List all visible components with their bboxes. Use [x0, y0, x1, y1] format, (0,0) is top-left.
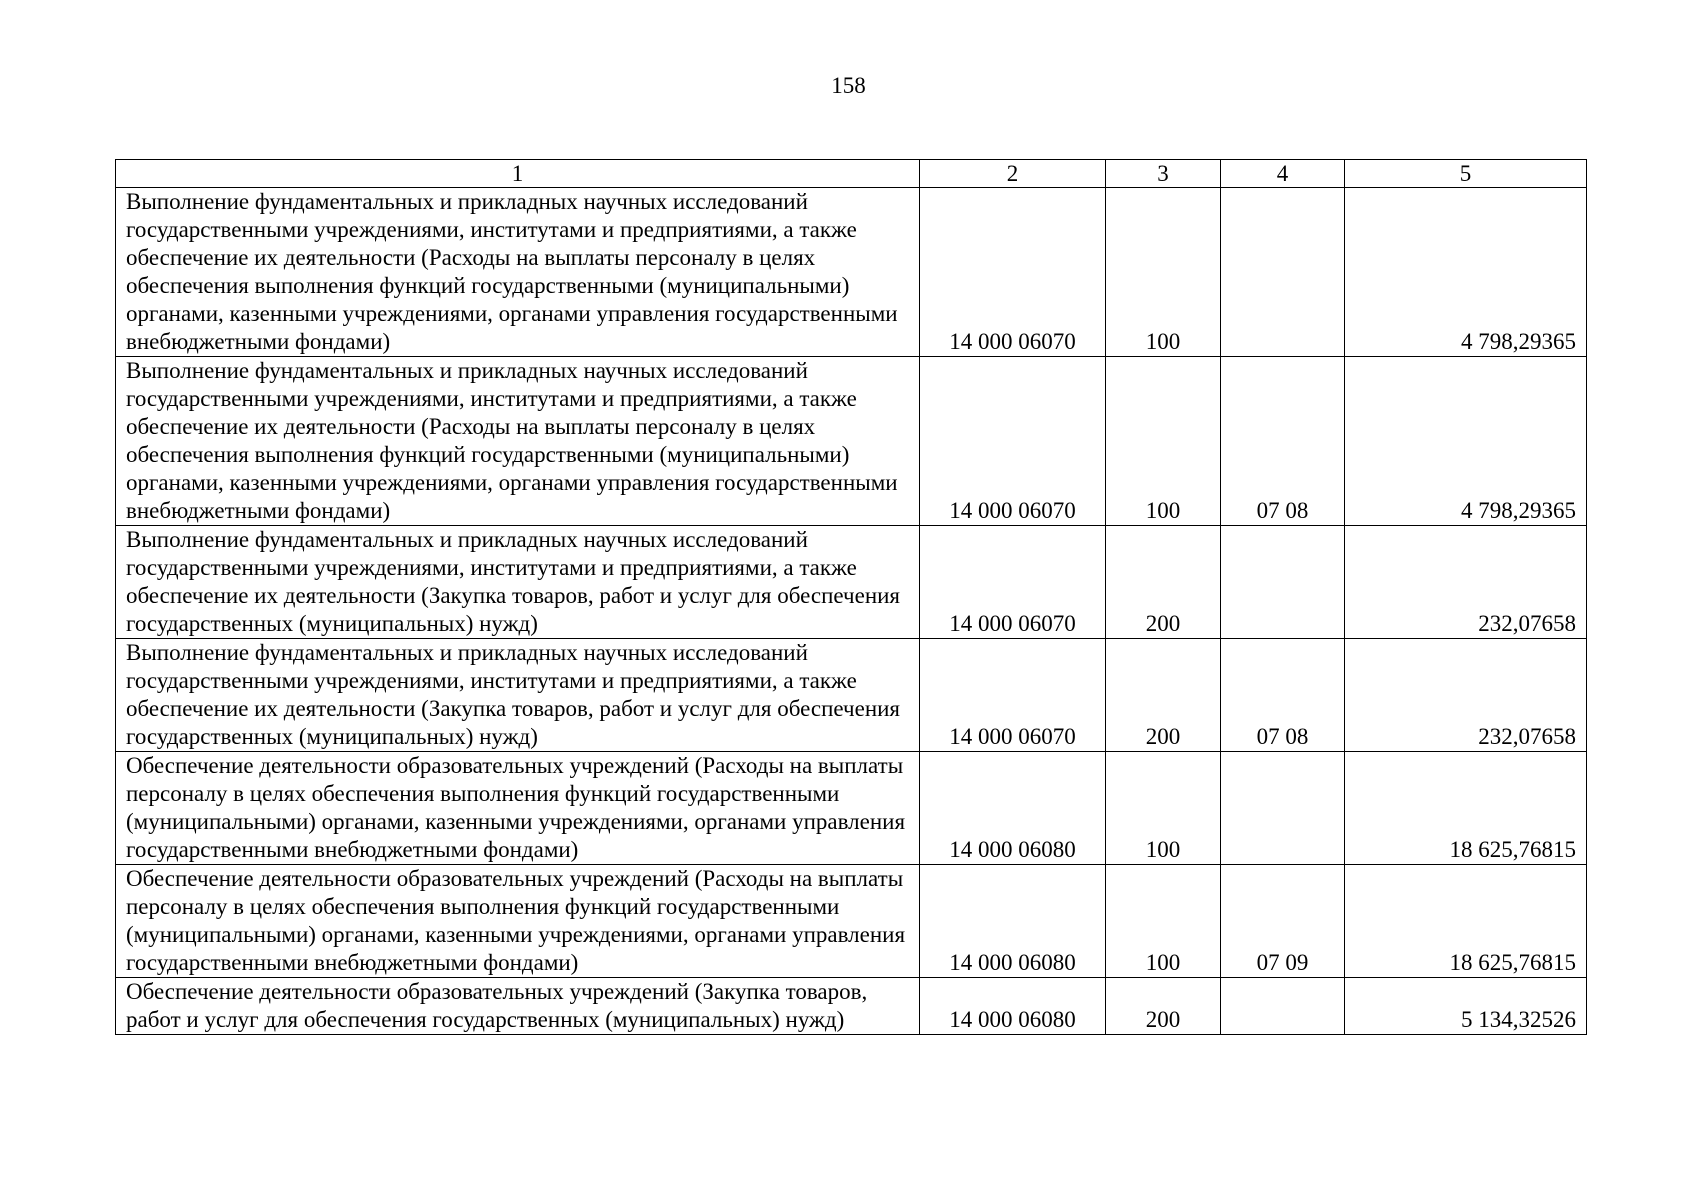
expense-type-code: 100 [1106, 752, 1221, 865]
column-header-4: 4 [1221, 160, 1345, 188]
section-subsection-code [1221, 978, 1345, 1035]
column-header-1: 1 [116, 160, 920, 188]
expense-name: Обеспечение деятельности образовательных учреждений (Расходы на выплаты персоналу в целях обеспечения выполнения функций государственными (муниципальными) органами, казенными учреждениями, органами управления государственными внебюджетными фондами) [116, 865, 920, 978]
amount-value: 4 798,29365 [1345, 188, 1587, 357]
table-row [116, 188, 1587, 357]
expense-type-code: 100 [1106, 357, 1221, 526]
section-subsection-code [1221, 526, 1345, 639]
target-article-code: 14 000 06070 [920, 526, 1106, 639]
amount-value: 4 798,29365 [1345, 357, 1587, 526]
amount-value: 232,07658 [1345, 526, 1587, 639]
section-subsection-code: 07 08 [1221, 639, 1345, 752]
amount-value: 232,07658 [1345, 639, 1587, 752]
expense-name: Обеспечение деятельности образовательных учреждений (Закупка товаров, работ и услуг для обеспечения государственных (муниципальных) нужд) [116, 978, 920, 1035]
section-subsection-code: 07 09 [1221, 865, 1345, 978]
expense-name: Выполнение фундаментальных и прикладных научных исследований государственными учреждениями, институтами и предприятиями, а также обеспечение их деятельности (Закупка товаров, работ и услуг для обеспечения государственных (муниципальных) нужд) [116, 526, 920, 639]
amount-value: 18 625,76815 [1345, 865, 1587, 978]
table-row [116, 639, 1587, 752]
expense-name: Обеспечение деятельности образовательных учреждений (Расходы на выплаты персоналу в целях обеспечения выполнения функций государственными (муниципальными) органами, казенными учреждениями, органами управления государственными внебюджетными фондами) [116, 752, 920, 865]
amount-value: 5 134,32526 [1345, 978, 1587, 1035]
target-article-code: 14 000 06070 [920, 639, 1106, 752]
table-row [116, 978, 1587, 1035]
section-subsection-code [1221, 752, 1345, 865]
column-header-3: 3 [1106, 160, 1221, 188]
page-number: 158 [831, 73, 866, 98]
expense-name: Выполнение фундаментальных и прикладных научных исследований государственными учреждениями, институтами и предприятиями, а также обеспечение их деятельности (Расходы на выплаты персоналу в целях обеспечения выполнения функций государственными (муниципальными) органами, казенными учреждениями, органами управления государственными внебюджетными фондами) [116, 188, 920, 357]
column-number-row [116, 160, 1587, 188]
expense-name: Выполнение фундаментальных и прикладных научных исследований государственными учреждениями, институтами и предприятиями, а также обеспечение их деятельности (Закупка товаров, работ и услуг для обеспечения государственных (муниципальных) нужд) [116, 639, 920, 752]
column-header-5: 5 [1345, 160, 1587, 188]
table-row [116, 357, 1587, 526]
budget-table [115, 159, 1587, 1035]
target-article-code: 14 000 06070 [920, 188, 1106, 357]
amount-value: 18 625,76815 [1345, 752, 1587, 865]
expense-type-code: 200 [1106, 526, 1221, 639]
target-article-code: 14 000 06070 [920, 357, 1106, 526]
column-header-2: 2 [920, 160, 1106, 188]
expense-type-code: 200 [1106, 639, 1221, 752]
target-article-code: 14 000 06080 [920, 865, 1106, 978]
target-article-code: 14 000 06080 [920, 978, 1106, 1035]
table-row [116, 526, 1587, 639]
table-row [116, 865, 1587, 978]
target-article-code: 14 000 06080 [920, 752, 1106, 865]
section-subsection-code: 07 08 [1221, 357, 1345, 526]
expense-type-code: 100 [1106, 865, 1221, 978]
table-row [116, 752, 1587, 865]
section-subsection-code [1221, 188, 1345, 357]
expense-type-code: 100 [1106, 188, 1221, 357]
expense-name: Выполнение фундаментальных и прикладных научных исследований государственными учреждениями, институтами и предприятиями, а также обеспечение их деятельности (Расходы на выплаты персоналу в целях обеспечения выполнения функций государственными (муниципальными) органами, казенными учреждениями, органами управления государственными внебюджетными фондами) [116, 357, 920, 526]
expense-type-code: 200 [1106, 978, 1221, 1035]
